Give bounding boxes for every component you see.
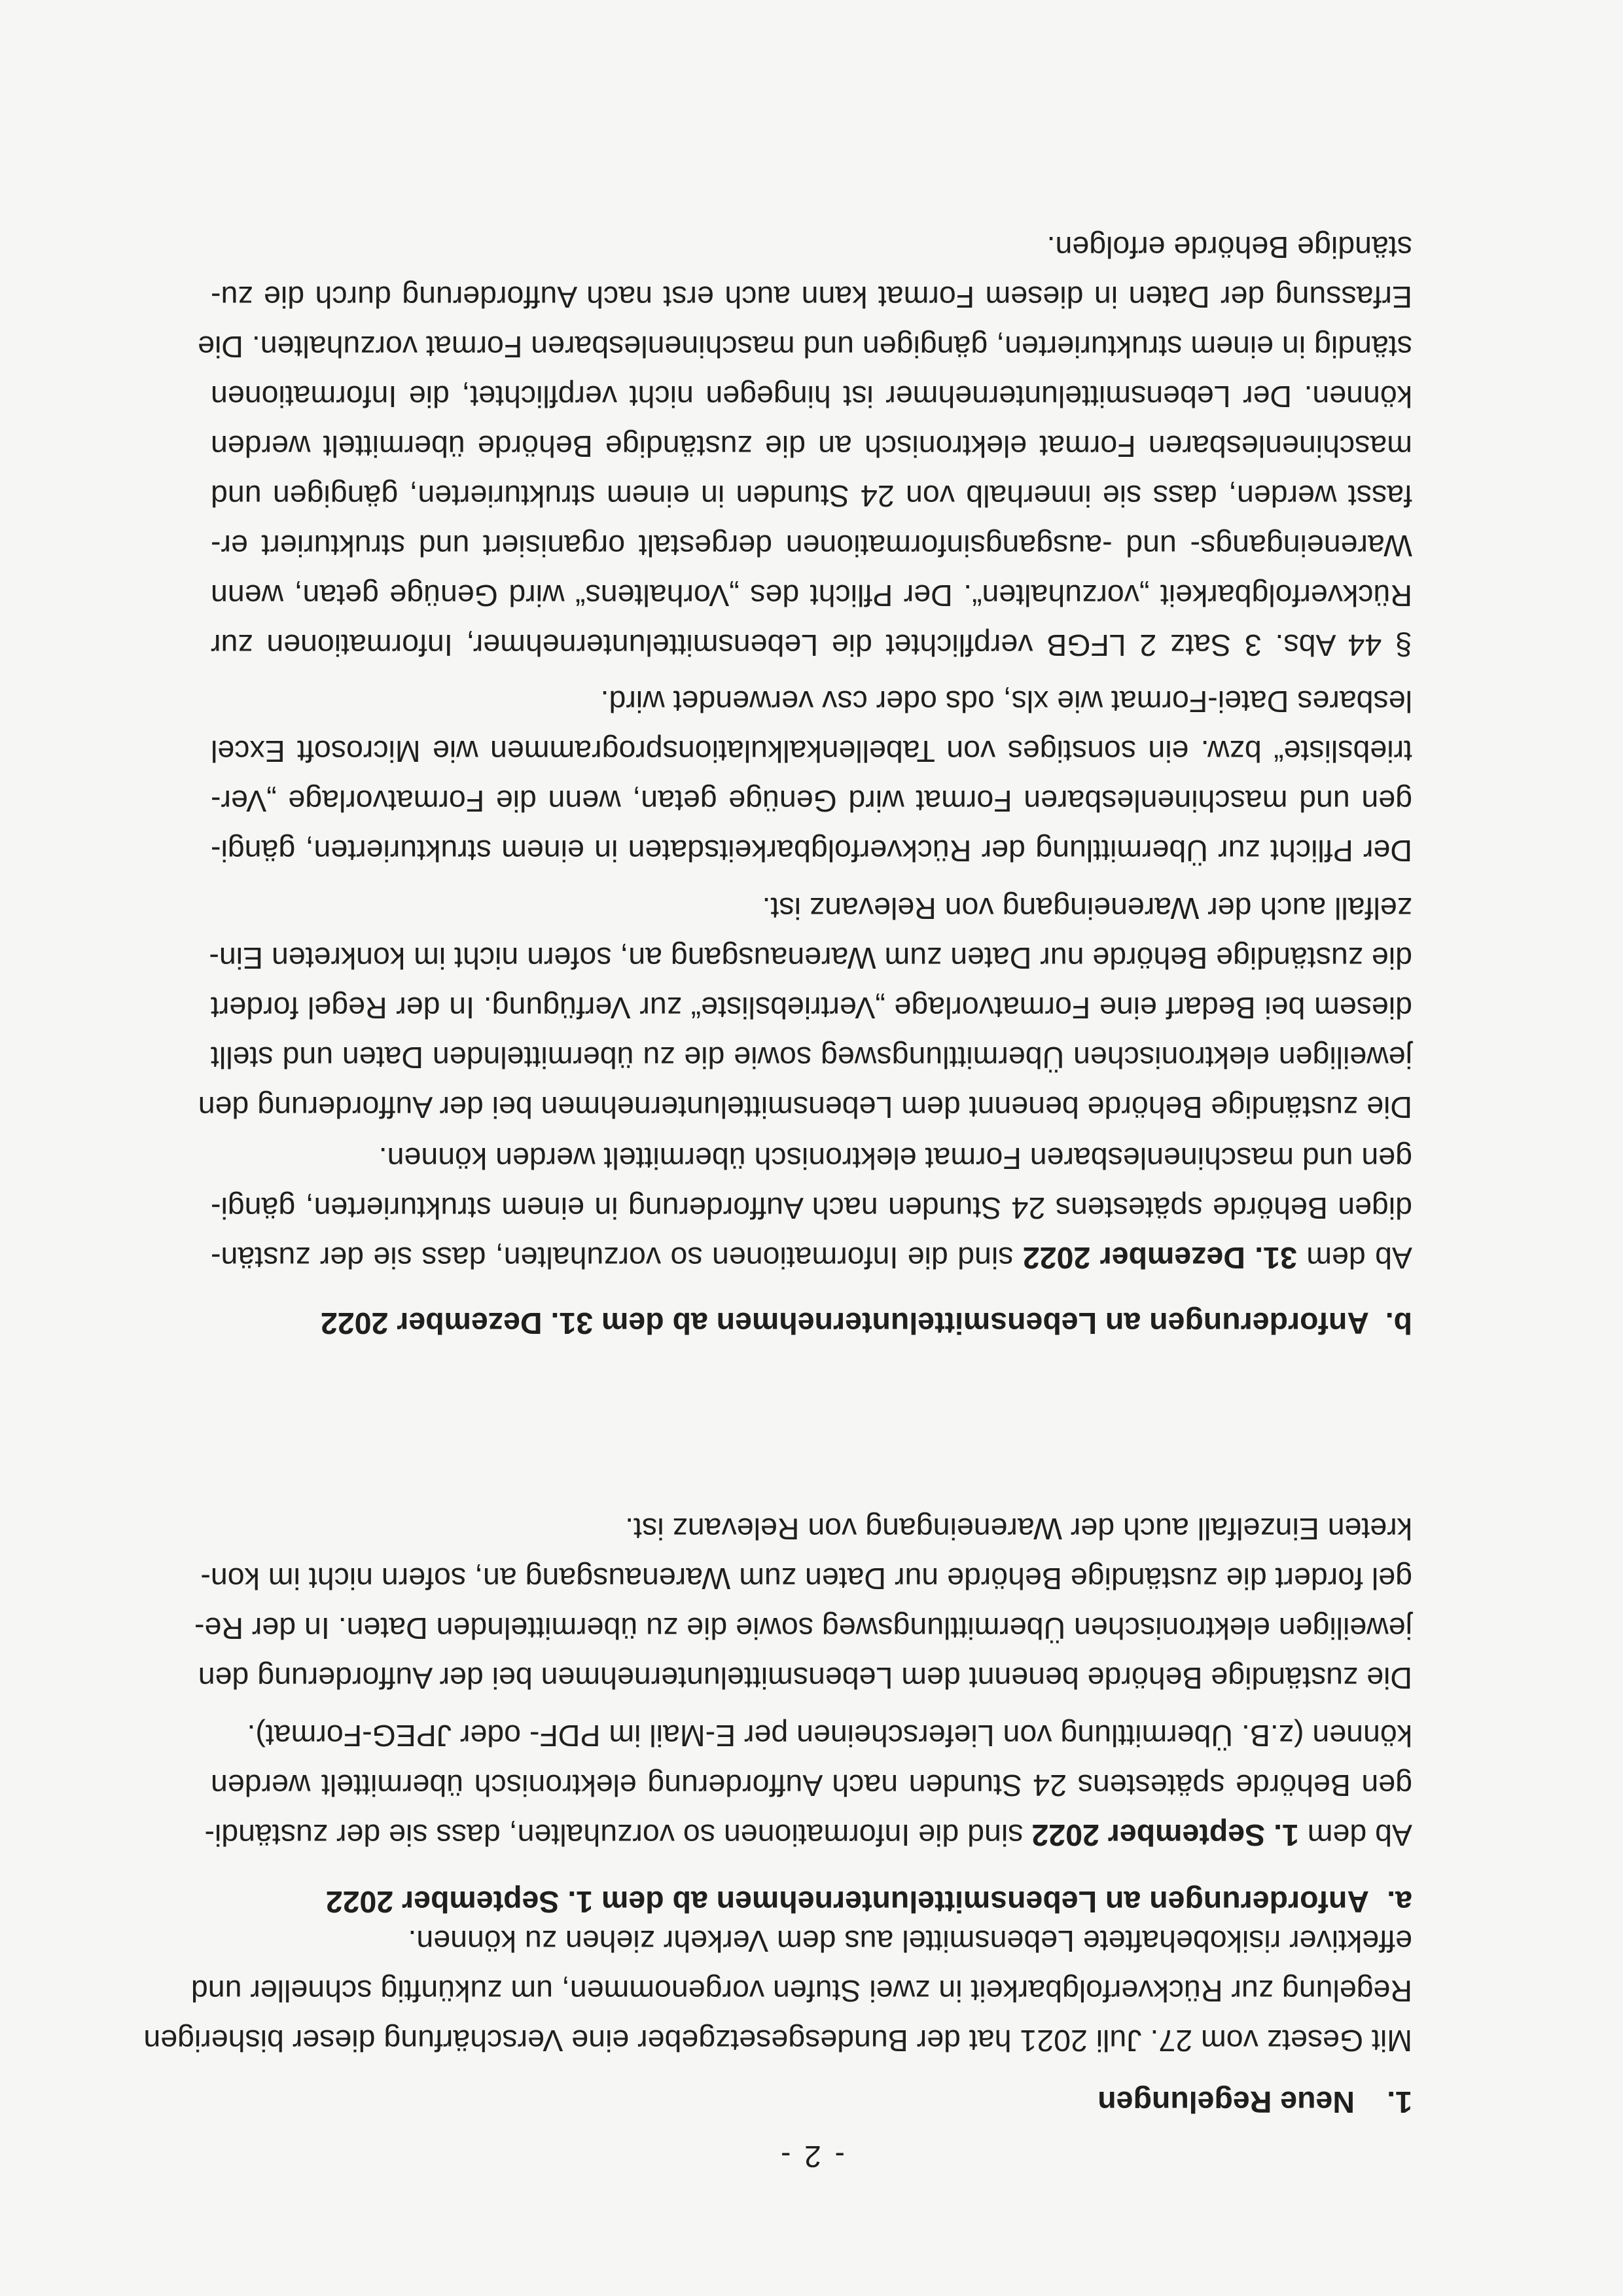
text-line: Rückverfolgbarkeit „vorzuhalten“. Der Pflicht des „Vorhaltens“ wird Genüge getan, wenn — [211, 579, 1412, 613]
text-line: zelfall auch der Wareneingang von Relevanz ist. — [762, 891, 1412, 925]
page-number: - 2 - — [778, 2140, 845, 2174]
subsection-b-paragraph-4 — [198, 223, 1412, 670]
subsection-b-letter: b. — [1385, 1306, 1412, 1340]
subsection-a-heading — [211, 1877, 1412, 1927]
deadline-date-b: 31. Dezember 2022 — [1022, 1241, 1297, 1275]
text-line: ständige Behörde erfolgen. — [1046, 230, 1412, 264]
section-title: Neue Regelungen — [1097, 2085, 1355, 2119]
text-line: können (z.B. Übermittlung von Lieferscheinen per E-Mail im PDF- oder JPEG-Format). — [247, 1719, 1412, 1753]
text-line: jeweiligen elektronischen Übermittlungsweg sowie die zu übermittelnden Daten und stellt — [211, 1041, 1412, 1075]
text-line: Ab dem 31. Dezember 2022 sind die Informationen so vorzuhalten, dass sie der zustän- — [210, 1241, 1412, 1275]
subsection-b-paragraph-3 — [211, 677, 1412, 876]
subsection-a-paragraph-2 — [194, 1504, 1412, 1703]
subsection-b-paragraph-1 — [211, 1134, 1412, 1283]
text-line: gen Behörde spätestens 24 Stunden nach Aufforderung elektronisch übermittelt werden — [211, 1768, 1412, 1803]
text-line: maschinenlesbaren Format elektronisch an die zuständige Behörde übermittelt werden — [211, 429, 1412, 463]
text-line: effektiver risikobehaftete Lebensmittel aus dem Verkehr ziehen zu können. — [408, 1924, 1412, 1958]
text-line: Der Pflicht zur Übermittlung der Rückverfolgbarkeitsdaten in einem strukturierten, gängi- — [211, 834, 1412, 868]
subsection-b-heading — [211, 1299, 1412, 1348]
section-number: 1. — [1387, 2085, 1412, 2119]
text-line: Erfassung der Daten in diesem Format kann auch erst nach Aufforderung durch die zu- — [211, 280, 1412, 314]
text-line: gel fordert die zuständige Behörde nur Daten zum Warenausgang an, sofern nicht im kon- — [200, 1562, 1412, 1596]
text-line: Wareneingangs- und -ausgangsinformationen dergestalt organisiert und strukturiert er- — [211, 529, 1412, 563]
text-line: gen und maschinenlesbaren Format wird Genüge getan, wenn die Formatvorlage „Ver- — [211, 784, 1412, 818]
subsection-a-letter: a. — [1387, 1885, 1412, 1919]
subsection-b-title: Anforderungen an Lebensmittelunternehmen ab dem 31. Dezember 2022 — [320, 1306, 1369, 1340]
text-line: Die zuständige Behörde benennt dem Lebensmittelunternehmen bei der Aufforderung den — [198, 1661, 1412, 1695]
text-line: digen Behörde spätestens 24 Stunden nach Aufforderung in einem strukturierten, gängi- — [211, 1191, 1412, 1225]
text-line: können. Der Lebensmittelunternehmer ist hingegen nicht verpflichtet, die Informationen — [211, 380, 1412, 414]
text-line: Ab dem 1. September 2022 sind die Informationen so vorzuhalten, dass sie der zuständi- — [204, 1818, 1412, 1852]
text-line: § 44 Abs. 3 Satz 2 LFGB verpflichtet die Lebensmittelunternehmer, Informationen zur — [211, 628, 1412, 662]
text-line: jeweiligen elektronischen Übermittlungsweg sowie die zu übermittelnden Daten. In der Re- — [194, 1611, 1412, 1645]
text-line: Die zuständige Behörde benennt dem Lebensmittelunternehmen bei der Aufforderung den — [198, 1090, 1412, 1124]
text-line: kreten Einzelfall auch der Wareneingang von Relevanz ist. — [625, 1512, 1412, 1546]
intro-paragraph — [143, 1916, 1412, 2066]
text-line: gen und maschinenlesbaren Format elektronisch übermittelt werden können. — [378, 1141, 1412, 1175]
subsection-a-paragraph-1 — [204, 1711, 1412, 1860]
text-line: triebsliste“ bzw. ein sonstiges von Tabellenkalkulationsprogrammen wie Microsoft Excel — [211, 734, 1412, 768]
subsection-a-title: Anforderungen an Lebensmittelunternehmen ab dem 1. September 2022 — [325, 1885, 1369, 1919]
text-line: fasst werden, dass sie innerhalb von 24 Stunden in einem strukturierten, gängigen und — [211, 479, 1412, 513]
text-line: diesem bei Bedarf eine Formatvorlage „Vertriebsliste“ zur Verfügung. In der Regel fordert — [211, 991, 1412, 1025]
text-line: die zuständige Behörde nur Daten zum Warenausgang an, sofern nicht im konkreten Ein- — [209, 941, 1412, 975]
text-line: ständig in einem strukturierten, gängigen und maschinenlesbaren Format vorzuhalten. Die — [198, 330, 1412, 364]
text-line: Mit Gesetz vom 27. Juli 2021 hat der Bundesgesetzgeber eine Verschärfung dieser bisherigen — [143, 2024, 1412, 2058]
text-line: lesbares Datei-Format wie xls, ods oder csv verwendet wird. — [600, 685, 1412, 719]
deadline-date-a: 1. September 2022 — [1031, 1818, 1299, 1852]
subsection-b-paragraph-2 — [198, 884, 1412, 1132]
section-heading — [211, 2077, 1412, 2127]
text-line: Regelung zur Rückverfolgbarkeit in zwei Stufen vorgenommen, um zukünftig schneller und — [190, 1974, 1412, 2008]
